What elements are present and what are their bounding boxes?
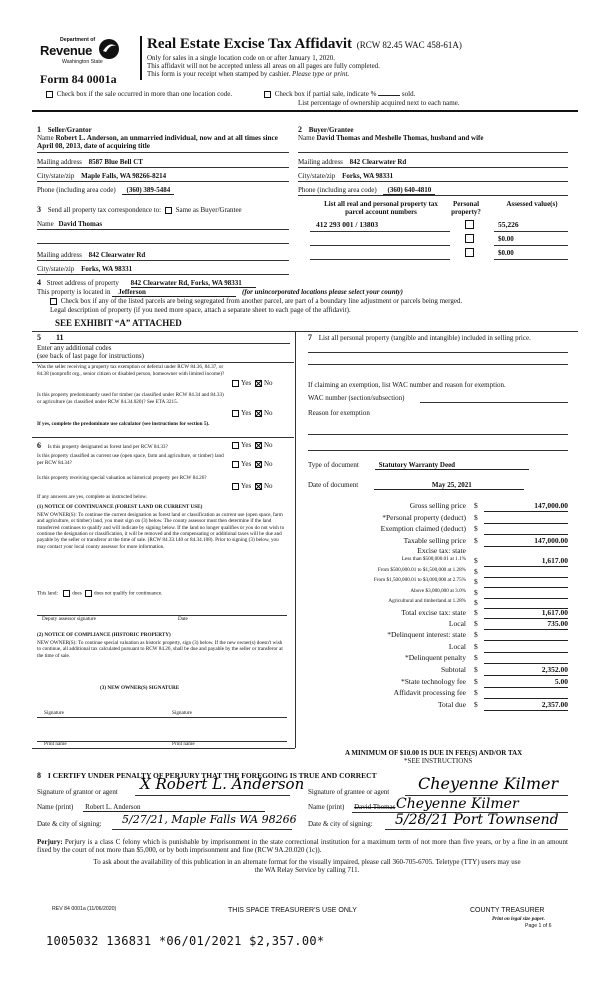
- buyer-city-value[interactable]: Forks, WA 98331: [342, 172, 394, 180]
- wac-rule: [420, 402, 568, 403]
- fee-dollar-sign: $: [474, 567, 478, 576]
- correspondence-city-label: City/state/zip: [37, 265, 75, 273]
- section6-q1-yes: Yes: [241, 441, 252, 449]
- section6-q2-no-checkbox[interactable]: [255, 461, 262, 468]
- section5-q2: Is this property predominantly used for timber (as classified under RCW 84.34 and 84.33) or agriculture (as classified under RCW 84.34.020)? See ETA 3215.: [37, 392, 224, 405]
- fee-dollar-sign: $: [474, 513, 478, 522]
- section4-rule: [32, 331, 578, 332]
- grantor-sig-row: [37, 788, 118, 796]
- fee-dollar-sign: $: [474, 524, 478, 533]
- grantor-name-row: [37, 803, 265, 812]
- section6-number: 6: [37, 441, 41, 450]
- fee-value-del-local[interactable]: [484, 643, 568, 653]
- fee-del-pen-label: *Delinquent penalty: [404, 653, 466, 662]
- grantee-name-struck: David Thomas: [354, 803, 396, 811]
- section5-code-value[interactable]: 11: [56, 333, 64, 342]
- seller-name-value[interactable]: Robert L. Anderson, an unmarried individual, now and at all times since April 08, 2013, date of acquiring title: [37, 134, 278, 151]
- seller-city-value[interactable]: Maple Falls, WA 98266-8214: [81, 172, 167, 180]
- grantee-date-label: Date & city of signing:: [308, 820, 373, 828]
- assessed-rule-2: [494, 245, 568, 246]
- correspondence-blank-rule: [37, 243, 289, 244]
- buyer-name-label: Name: [298, 134, 315, 142]
- partial-percent-field[interactable]: [378, 95, 400, 96]
- fee-value-del-pen[interactable]: [484, 654, 568, 664]
- section5-q1-no: No: [263, 379, 273, 387]
- section6-q2-yes: Yes: [241, 460, 252, 468]
- legal-paper-note: Print on legal size paper.: [492, 916, 545, 922]
- fee-gross-label: Gross selling price: [409, 501, 466, 510]
- grantee-name-row: [308, 803, 395, 811]
- perjury-block: [37, 838, 568, 854]
- deputy-sig-label: Deputy assessor signature: [42, 616, 96, 622]
- same-as-buyer-checkbox[interactable]: [165, 207, 172, 214]
- buyer-mail-rule: [298, 167, 568, 168]
- seller-name-label: Name: [37, 134, 54, 142]
- section6-q3: Is this property receiving special valuation as historical property per RCW 84.26?: [37, 475, 207, 481]
- section5-q1-yes-checkbox[interactable]: [232, 380, 239, 387]
- correspondence-mail-row: [37, 251, 145, 259]
- continuance-does: does: [72, 590, 82, 597]
- section6-q1-yes-checkbox[interactable]: [232, 442, 239, 449]
- section5-codes-help: (see back of last page for instructions): [37, 352, 144, 360]
- header-divider: [140, 36, 142, 80]
- buyer-phone-row: [298, 186, 435, 194]
- seller-city-label: City/state/zip: [37, 172, 75, 180]
- fee-dollar-sign: $: [474, 688, 478, 697]
- correspondence-row: [37, 205, 242, 214]
- segregation-row: [48, 297, 462, 305]
- partial-sale-label: Check box if partial sale, indicate %: [274, 90, 377, 98]
- correspondence-mail-rule: [37, 260, 289, 261]
- fee-aff-label: Affidavit processing fee: [393, 688, 466, 697]
- county-note: (for unincorporated locations please select your county): [241, 288, 403, 296]
- header-rule: [32, 110, 578, 112]
- section5-codes-label: Enter any additional codes: [37, 344, 112, 352]
- grantee-date-value[interactable]: 5/28/21 Port Townsend: [395, 812, 559, 828]
- minimum-fee-note: A MINIMUM OF $10.00 IS DUE IN FEE(S) AND/OR TAX: [345, 749, 523, 757]
- fee-value-total-state[interactable]: 1,617.00: [484, 609, 568, 619]
- correspondence-city-value[interactable]: Forks, WA 98331: [81, 265, 133, 273]
- street-value[interactable]: 842 Clearwater Rd, Forks, WA 98331: [131, 279, 256, 288]
- multi-location-checkbox[interactable]: [46, 91, 53, 98]
- fee-t5-label: Agricultural and timberland at 1.28%: [388, 598, 466, 604]
- treasurer-use-only: THIS SPACE TREASURER'S USE ONLY: [228, 907, 357, 914]
- buyer-mail-value[interactable]: 842 Clearwater Rd: [349, 158, 407, 166]
- section6-q3-yes-checkbox[interactable]: [232, 483, 239, 490]
- fee-value-gross[interactable]: 147,000.00: [484, 502, 568, 512]
- fee-value-t4[interactable]: [484, 589, 568, 599]
- fee-dollar-sign: $: [474, 619, 478, 628]
- logo-revenue-text: Revenue: [40, 43, 93, 58]
- buyer-city-rule: [298, 181, 568, 182]
- fee-dollar-sign: $: [474, 598, 478, 607]
- personal-property-checkbox-2[interactable]: [465, 234, 474, 243]
- county-label: This property is located in: [37, 288, 111, 296]
- fee-dollar-sign: $: [474, 677, 478, 686]
- section5-rule-a: [32, 362, 294, 363]
- correspondence-name-rule: [37, 229, 289, 230]
- section5-q1-answers: [230, 379, 273, 387]
- continuance-does-checkbox[interactable]: [63, 590, 70, 597]
- section6-note: If any answers are yes, complete as instructed below.: [37, 494, 148, 500]
- assessed-value-2[interactable]: $0.00: [498, 235, 514, 243]
- header-note-1: Only for sales in a single location code on or after January 1, 2020.: [147, 54, 335, 62]
- correspondence-city-row: [37, 265, 132, 273]
- section6-q1-no: No: [263, 441, 273, 449]
- form-title-ref: (RCW 82.45 WAC 458-61A): [356, 40, 462, 50]
- buyer-phone-rule: [298, 195, 568, 196]
- section6-q1-no-checkbox[interactable]: [255, 442, 262, 449]
- seller-mail-rule: [37, 167, 289, 168]
- continuance-does-not-checkbox[interactable]: [85, 590, 92, 597]
- section5-number: 5: [37, 333, 41, 342]
- seller-city-rule: [37, 181, 289, 182]
- form-title-block: [147, 36, 567, 53]
- buyer-section-number: 2: [298, 125, 302, 134]
- fee-dollar-sign: $: [474, 608, 478, 617]
- fee-subtotal-label: Subtotal: [440, 665, 466, 674]
- buyer-city-row: [298, 172, 393, 180]
- fee-local-label: Local: [448, 619, 466, 628]
- form-number: Form 84 0001a: [40, 72, 117, 86]
- doc-date-value[interactable]: May 25, 2021: [374, 481, 524, 490]
- legal-desc-value[interactable]: SEE EXHIBIT “A” ATTACHED: [55, 318, 182, 328]
- page-number: Page 1 of 6: [525, 923, 552, 929]
- buyer-heading-label: Buyer/Grantee: [308, 126, 354, 134]
- fee-dollar-sign: $: [474, 536, 478, 545]
- fee-value-del-int[interactable]: [484, 631, 568, 641]
- section6-q3-no: No: [263, 482, 273, 490]
- continuance-row: [37, 590, 162, 598]
- fee-dollar-sign: $: [474, 630, 478, 639]
- section5-q2-yes-checkbox[interactable]: [232, 410, 239, 417]
- grantee-name-handwritten[interactable]: Cheyenne Kilmer: [396, 796, 519, 812]
- partial-sold-label: sold.: [401, 90, 416, 98]
- grantee-date-row: [308, 820, 373, 828]
- personal-property-checkbox-3[interactable]: [465, 248, 474, 257]
- buyer-phone-label: Phone (including area code): [298, 186, 377, 194]
- section8-top-rule: [32, 748, 295, 749]
- fee-t1-label: Less than $500,000.01 at 1.1%: [401, 556, 466, 562]
- county-value[interactable]: Jefferson: [112, 288, 236, 297]
- section5-q1: Was the seller receiving a property tax exemption or deferral under RCW 84.36, 84.37, or 84.38 (nonprofit org., senior citizen or disabled person, homeowner with limited income)?: [37, 364, 225, 377]
- form-title: Real Estate Excise Tax Affidavit: [147, 36, 352, 52]
- dor-logo: [40, 38, 122, 70]
- new-owner-sig-label-2: Signature: [172, 710, 192, 716]
- buyer-city-label: City/state/zip: [298, 172, 336, 180]
- buyer-name-row: [298, 134, 568, 142]
- section8-heading: I CERTIFY UNDER PENALTY OF PERJURY THAT THE FOREGOING IS TRUE AND CORRECT: [47, 771, 377, 780]
- seller-mail-row: [37, 158, 289, 166]
- doc-type-row: [308, 461, 529, 470]
- correspondence-text: Send all property tax correspondence to:: [47, 206, 162, 214]
- section7-rule-2: [308, 364, 568, 365]
- section6-q2-yes-checkbox[interactable]: [232, 461, 239, 468]
- correspondence-city-rule: [37, 274, 289, 275]
- header-note-3-text: This form is your receipt when stamped by cashier.: [147, 70, 291, 78]
- parcel-header: List all real and personal property tax parcel account numbers: [324, 200, 438, 217]
- section5-q1-no-checkbox[interactable]: [255, 380, 262, 387]
- notice-compliance-heading: (2) NOTICE OF COMPLIANCE (HISTORIC PROPERTY): [37, 632, 171, 638]
- seller-heading: [37, 125, 92, 134]
- reason-label: Reason for exemption: [308, 409, 370, 417]
- reason-rule-2: [308, 450, 568, 451]
- notice-compliance-text: NEW OWNER(S): To continue special valuation as historic property, sign (3) below. If the new owner(s) doesn't wish to continue, all additional tax calculated pursuant to RCW 84.26, shall be due and payable by the seller or transferor at the time of sale.: [37, 640, 283, 659]
- segregation-checkbox[interactable]: [50, 298, 57, 305]
- new-owner-sig-heading: (3) NEW OWNER(S) SIGNATURE: [100, 685, 180, 691]
- street-label: Street address of property: [46, 279, 119, 287]
- header-note-3-italic: Please type or print.: [292, 70, 350, 78]
- buyer-name-rule: [298, 152, 568, 153]
- fee-excise-label: Excise tax: state: [417, 546, 466, 555]
- section6-q2-answers: [230, 460, 273, 468]
- logo-state-line: Washington State: [62, 59, 103, 65]
- parcel-rule-2: [310, 245, 450, 246]
- section6-q1-answers: [230, 441, 273, 449]
- doc-date-row: [308, 481, 524, 490]
- rev-number: REV 84 0001a (11/06/2020): [52, 906, 117, 912]
- section6-q1: Is this property designated as forest land per RCW 84.33?: [47, 444, 168, 450]
- segregation-label: Check box if any of the listed parcels are being segregated from another parcel, are part of a boundary line adjustment or parcels being merged.: [60, 297, 463, 305]
- grantor-sig-label: Signature of grantor or agent: [37, 788, 118, 796]
- new-owner-sig-label-1: Signature: [44, 710, 64, 716]
- fee-value-subtotal[interactable]: 2,352.00: [484, 666, 568, 676]
- section5-q1-yes: Yes: [241, 379, 252, 387]
- correspondence-name-value[interactable]: David Thomas: [58, 220, 103, 228]
- alt-format-note: To ask about the availability of this publication in an alternate format for the visually impaired, please call 360-705-6705. Teletype (TTY) users may use the WA Relay Service by calling 711.: [93, 858, 521, 875]
- personal-property-checkbox-1[interactable]: [465, 220, 474, 229]
- personal-property-header: Personal property?: [451, 200, 481, 217]
- fee-t3-label: From $1,500,000.01 to $3,000,000 at 2.75%: [373, 577, 466, 583]
- street-row: [37, 278, 256, 287]
- grantor-date-label: Date & city of signing:: [37, 820, 102, 828]
- header-note-3: [147, 70, 349, 78]
- section7-text: List all personal property (tangible and intangible) included in selling price.: [318, 334, 531, 342]
- multi-location-checkbox-row[interactable]: [44, 90, 232, 98]
- fee-value-exempt[interactable]: [484, 525, 568, 535]
- section7-rule-1: [308, 352, 568, 353]
- section5-q2-yes: Yes: [241, 409, 252, 417]
- assessed-value-header: Assessed value(s): [506, 200, 558, 208]
- seller-section-number: 1: [37, 125, 41, 134]
- grantor-date-value[interactable]: 5/27/21, Maple Falls WA 98266: [122, 813, 297, 826]
- parcel-number-1[interactable]: 412 293 001 / 13803: [316, 220, 379, 229]
- buyer-phone-value[interactable]: (360) 640-4810: [383, 186, 435, 195]
- header-note-2: This affidavit will not be accepted unless all areas on all pages are fully completed.: [147, 62, 380, 70]
- fee-value-taxable[interactable]: 147,000.00: [484, 537, 568, 547]
- section5-rule-b: [32, 437, 294, 438]
- seller-name-rule: [37, 152, 289, 153]
- seller-mail-value[interactable]: 8587 Blue Bell CT: [88, 158, 143, 166]
- section5-q2-no-checkbox[interactable]: [255, 410, 262, 417]
- new-owner-print-rule: [37, 741, 287, 742]
- grantee-sig-label: Signature of grantee or agent: [308, 788, 390, 796]
- fee-value-total[interactable]: 2,357.00: [484, 701, 568, 711]
- fee-personal-label: *Personal property (deduct): [382, 513, 466, 522]
- multi-location-label: Check box if the sale occurred in more than one location code.: [56, 90, 233, 98]
- doc-type-value[interactable]: Statutory Warranty Deed: [375, 461, 529, 470]
- grantee-signature[interactable]: Cheyenne Kilmer: [418, 774, 559, 793]
- fee-dollar-sign: $: [474, 556, 478, 565]
- partial-sale-checkbox[interactable]: [264, 91, 271, 98]
- correspondence-name-label: Name: [37, 220, 54, 228]
- correspondence-name-row: [37, 220, 102, 228]
- seller-phone-value[interactable]: (360) 389-5484: [122, 186, 174, 195]
- exemption-label: If claiming an exemption, list WAC number and reason for exemption.: [308, 381, 506, 389]
- continuance-does-not: does not qualify for continuance.: [94, 590, 163, 597]
- legal-desc-label: Legal description of property (if you need more space, attach a separate sheet to each page of the affidavit).: [50, 306, 351, 314]
- new-owner-print-label-2: Print name: [172, 741, 195, 747]
- buyer-mail-label: Mailing address: [298, 158, 343, 166]
- see-instructions-note: *SEE INSTRUCTIONS: [404, 757, 473, 765]
- section-column-divider: [295, 331, 296, 748]
- fee-del-int-label: *Delinquent interest: state: [387, 630, 466, 639]
- seller-mail-label: Mailing address: [37, 158, 82, 166]
- perjury-label: Perjury:: [37, 838, 63, 846]
- fee-value-tech[interactable]: 5.00: [484, 678, 568, 688]
- county-row: [37, 288, 403, 297]
- grantor-name-label: Name (print): [37, 803, 74, 811]
- fee-value-t3[interactable]: [484, 578, 568, 588]
- fee-dollar-sign: $: [474, 642, 478, 651]
- section6-q3-yes: Yes: [241, 482, 252, 490]
- correspondence-section-number: 3: [37, 205, 41, 214]
- seller-phone-row: [37, 186, 174, 194]
- section6-q2-no: No: [263, 460, 273, 468]
- parcel-rule-1: [310, 231, 450, 232]
- assessed-value-3[interactable]: $0.00: [498, 249, 514, 257]
- grantee-date-rule: [385, 829, 568, 830]
- grantor-name-value[interactable]: Robert L. Anderson: [83, 803, 265, 812]
- deputy-date-label: Date: [178, 616, 188, 622]
- fee-dollar-sign: $: [474, 501, 478, 510]
- seller-phone-label: Phone (including area code): [37, 186, 116, 194]
- buyer-heading: [298, 125, 353, 134]
- new-owner-sig-rule: [37, 717, 287, 718]
- partial-sale-checkbox-row[interactable]: [262, 90, 415, 98]
- section8-number: 8: [37, 771, 41, 780]
- fee-value-aff[interactable]: [484, 689, 568, 699]
- doc-date-label: Date of document: [308, 481, 359, 489]
- fee-del-local-label: Local: [448, 642, 466, 651]
- reason-rule: [308, 434, 568, 435]
- assessed-rule-3: [494, 259, 568, 260]
- new-owner-print-label-1: Print name: [44, 741, 67, 747]
- fee-taxable-label: Taxable selling price: [403, 536, 466, 545]
- fee-value-local[interactable]: 735.00: [484, 620, 568, 630]
- wac-label: WAC number (section/subsection): [308, 394, 405, 402]
- buyer-mail-row: [298, 158, 406, 166]
- seller-name-row: [37, 134, 289, 151]
- fee-dollar-sign: $: [474, 577, 478, 586]
- assessed-rule-1: [494, 231, 568, 232]
- notice-continuance-text: NEW OWNER(S): To continue the current designation as forest land or classification as current use (open space, farm and agriculture, or timber) land, you must sign on (3) below. The county assessor must then determine if the land transferred continues to qualify and will indicate by signing below. If the land no longer qualifies or you do not wish to continue the designation or classification, it will be removed and the compensating or additional taxes will be due and payable by the seller or transferor at the time of sale. (RCW 84.33.140 or 84.34.108). Prior to signing (3) below, you may contact your local county assessor for more information.: [37, 512, 285, 550]
- grantee-name-label: Name (print): [308, 803, 345, 811]
- section7-number: 7: [308, 333, 312, 342]
- fee-value-t2[interactable]: [484, 568, 568, 578]
- fee-exempt-label: Exemption claimed (deduct): [380, 524, 466, 533]
- same-as-buyer-label: Same as Buyer/Grantee: [175, 206, 242, 214]
- fee-tech-label: *State technology fee: [401, 677, 466, 686]
- fee-dollar-sign: $: [474, 700, 478, 709]
- parcel-rule-3: [310, 259, 450, 260]
- continuance-label: This land:: [37, 590, 58, 597]
- section6-q2: Is this property classified as current use (open space, farm and agriculture, or timber) land per RCW 84.34?: [37, 453, 224, 466]
- seller-city-row: [37, 172, 166, 180]
- assessed-value-1[interactable]: 55,226: [498, 220, 519, 229]
- fee-t2-label: From $500,000.01 to $1,500,000 at 1.28%: [377, 567, 466, 573]
- grantee-sig-row: [308, 788, 389, 796]
- fee-value-personal[interactable]: [484, 514, 568, 524]
- correspondence-mail-label: Mailing address: [37, 251, 82, 259]
- section6-q3-answers: [230, 482, 273, 490]
- grantor-signature[interactable]: X Robert L. Anderson: [140, 775, 305, 793]
- grantor-date-row: [37, 820, 102, 828]
- fee-t4-label: Above $3,000,000 at 3.0%: [410, 588, 466, 594]
- logo-swoosh-icon: [98, 38, 120, 60]
- treasurer-receipt-stamp: 1005032 136831 *06/01/2021 $2,357.00*: [46, 934, 325, 948]
- notice-continuance-heading: (1) NOTICE OF CONTINUANCE (FOREST LAND OR CURRENT USE): [37, 504, 203, 510]
- partial-list-note: List percentage of ownership acquired next to each name.: [298, 99, 460, 107]
- section5-q2-answers: [230, 409, 273, 417]
- perjury-text: Perjury is a class C felony which is punishable by imprisonment in the state correctional institution for a maximum term of not more than five years, or by a fine in an amount fixed by the court of not more than $5,000, or by both imprisonment and fine (RCW 9A.20.020 (1c)).: [37, 838, 568, 855]
- fee-total-state-label: Total excise tax: state: [401, 608, 466, 617]
- doc-type-label: Type of document: [308, 461, 359, 469]
- grantor-sig-rule: [135, 795, 290, 796]
- fee-value-t1[interactable]: 1,617.00: [484, 557, 568, 567]
- fee-dollar-sign: $: [474, 665, 478, 674]
- seller-heading-label: Seller/Grantor: [47, 126, 92, 134]
- section6-q3-no-checkbox[interactable]: [255, 483, 262, 490]
- location-section-number: 4: [37, 278, 41, 287]
- county-treasurer: COUNTY TREASURER: [470, 907, 545, 914]
- logo-dept-line: Department of: [60, 37, 96, 43]
- section5-q2-no: No: [263, 409, 273, 417]
- fee-dollar-sign: $: [474, 653, 478, 662]
- fee-total-label: Total due: [437, 700, 466, 709]
- section7-row: [308, 333, 568, 342]
- correspondence-mail-value[interactable]: 842 Clearwater Rd: [88, 251, 146, 259]
- section5-q3: If yes, complete the predominate use calculator (see instructions for section 5).: [37, 421, 210, 427]
- buyer-name-value[interactable]: David Thomas and Meshelle Thomas, husband and wife: [316, 134, 484, 142]
- fee-dollar-sign: $: [474, 588, 478, 597]
- grantor-date-rule: [112, 829, 292, 830]
